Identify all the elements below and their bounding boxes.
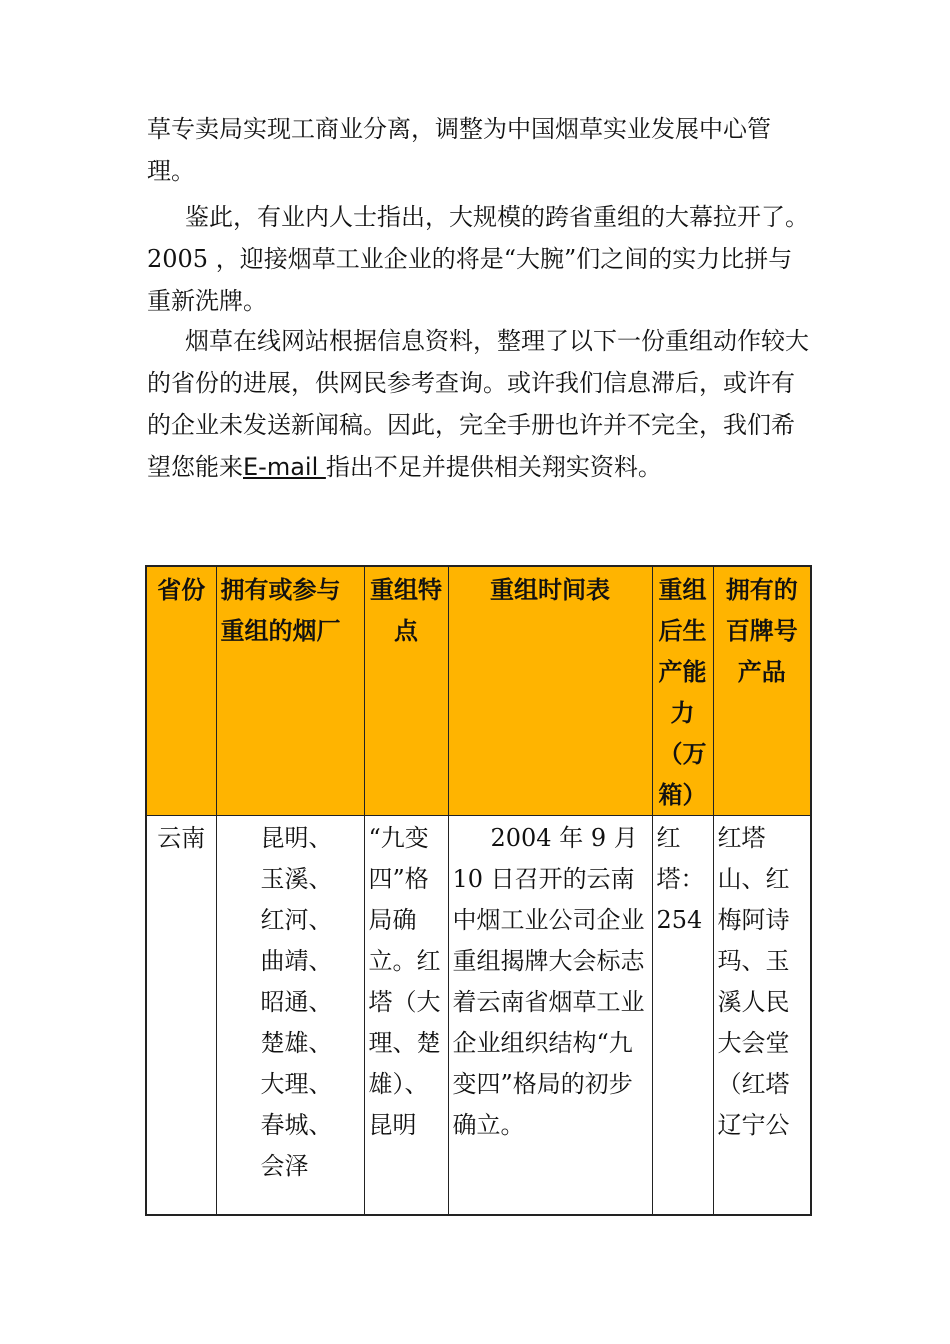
header-factories: 拥有或参与重组的烟厂 (216, 566, 364, 816)
paragraph-3 (147, 320, 812, 488)
email-link[interactable]: E-mail (243, 453, 326, 481)
paragraph-1: 草专卖局实现工商业分离，调整为中国烟草实业发展中心管理。 (147, 115, 771, 185)
cell-timeline: 2004 年 9 月 10 日召开的云南中烟工业公司企业重组揭牌大会标志着云南省烟草工业企业组织结构“九变四”格局的初步确立。 (448, 816, 652, 1216)
table-header-row (146, 566, 811, 816)
cell-capacity: 红塔：254 (652, 816, 713, 1216)
header-features: 重组特点 (364, 566, 448, 816)
header-brands: 拥有的百牌号产品 (713, 566, 811, 816)
header-province: 省份 (146, 566, 216, 816)
paragraph-3-text: 烟草在线网站根据信息资料，整理了以下一份重组动作较大的省份的进展，供网民参考查询。或许我们信息滞后，或许有的企业未发送新闻稿。因此，完全手册也许并不完全，我们希望您能来 (147, 327, 809, 481)
cell-features: “九变四”格局确立。红塔（大理、楚雄）、昆明 (364, 816, 448, 1216)
cell-brands: 红塔山、红梅阿诗玛、玉溪人民大会堂（红塔辽宁公 (713, 816, 811, 1216)
table-row (146, 816, 811, 1216)
cell-province: 云南 (146, 816, 216, 1216)
paragraph-2: 鉴此，有业内人士指出，大规模的跨省重组的大幕拉开了。 2005 ，迎接烟草工业企业的将是“大腕”们之间的实力比拼与重新洗牌。 (147, 203, 809, 315)
header-capacity: 重组后生产能力（万箱） (652, 566, 713, 816)
cell-factories: 昆明、玉溪、红河、曲靖、昭通、楚雄、大理、春城、会泽 (216, 816, 364, 1216)
header-timeline: 重组时间表 (448, 566, 652, 816)
restructuring-table (145, 565, 812, 1216)
paragraph-3-tail: 指出不足并提供相关翔实资料。 (325, 453, 662, 481)
